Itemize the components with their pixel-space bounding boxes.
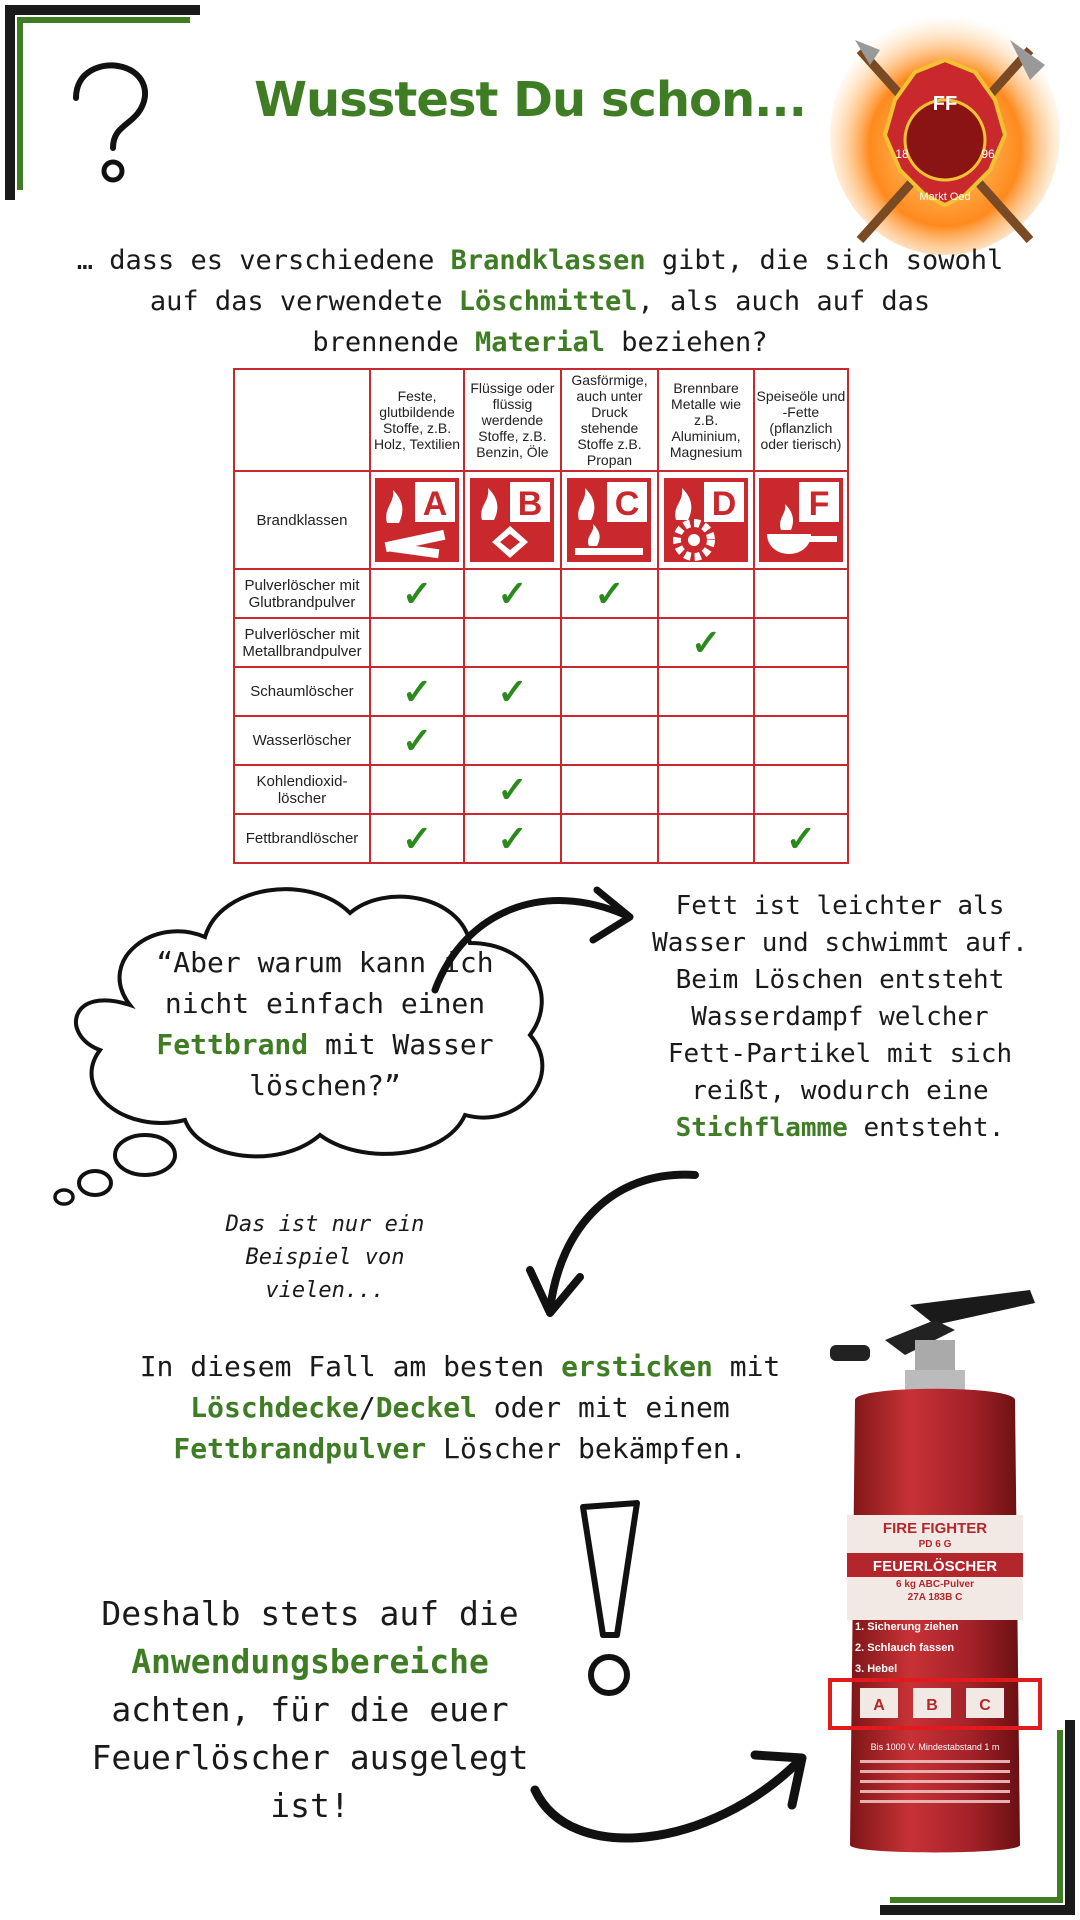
table-row (234, 814, 848, 863)
column-header-b: Flüssige oder flüssig werdende Stoffe, z.B. Benzin, Öle (464, 369, 561, 471)
class-a-icon (375, 478, 459, 562)
check-cell (658, 814, 754, 863)
check-cell (464, 618, 561, 667)
check-cell (370, 667, 464, 716)
row-label: Pulverlöscher mit Glutbrandpulver (234, 569, 370, 618)
extinguisher-name: FEUERLÖSCHER (872, 1558, 998, 1575)
class-icon-cell (561, 471, 659, 569)
check-mark-icon: ✓ (401, 719, 433, 761)
intro-paragraph: … dass es verschiedene Brandklassen gibt, die sich sowohl auf das verwendete Löschmittel, als auch auf das brennende Material beziehen? (76, 245, 1004, 358)
check-cell (561, 569, 659, 618)
class-icon-cell (754, 471, 848, 569)
row-label-brandklassen: Brandklassen (234, 471, 370, 569)
logo-right-year: 96 (981, 147, 995, 161)
extinguisher-brand: FIRE FIGHTER (882, 1520, 988, 1537)
extinguisher-agent: 6 kg ABC-Pulver (896, 1579, 974, 1590)
row-label: Wasserlöscher (234, 716, 370, 765)
extinguisher-step-2: 2. Schlauch fassen (855, 1642, 955, 1654)
page-title: Wusstest Du schon... (254, 72, 806, 128)
check-cell (658, 716, 754, 765)
column-header-d: Brennbare Metalle wie z.B. Aluminium, Magnesium (658, 369, 754, 471)
question-mark-icon (58, 58, 168, 188)
table-row (234, 716, 848, 765)
extinguisher-rating: 27A 183B C (907, 1592, 963, 1603)
class-d-icon (664, 478, 748, 562)
check-cell (561, 667, 659, 716)
check-cell (754, 667, 848, 716)
check-cell (464, 569, 561, 618)
class-letter: B (518, 485, 543, 523)
column-header-f: Speiseöle und -Fette (pflanzlich oder tierisch) (754, 369, 848, 471)
class-b-icon (470, 478, 554, 562)
check-cell (370, 569, 464, 618)
fire-extinguisher-image (825, 1285, 1045, 1860)
exclamation-mark-icon (565, 1495, 655, 1705)
table-corner-cell (234, 369, 370, 471)
row-label: Kohlendioxid-löscher (234, 765, 370, 814)
table-row (234, 569, 848, 618)
fat-explanation-text: Fett ist leichter als Wasser und schwimmt auf. Beim Löschen entsteht Wasserdampf welcher Fett-Partikel mit sich reißt, wodurch eine Stichflamme entsteht. (652, 891, 1028, 1143)
check-cell (464, 765, 561, 814)
check-cell (561, 765, 659, 814)
check-cell (754, 716, 848, 765)
extinguisher-step-1: 1. Sicherung ziehen (855, 1621, 959, 1633)
check-cell (658, 667, 754, 716)
check-cell (561, 814, 659, 863)
extinguisher-class-b: B (926, 1697, 938, 1714)
table-row (234, 765, 848, 814)
check-cell (754, 814, 848, 863)
check-mark-icon: ✓ (690, 621, 722, 663)
class-icon-cell (658, 471, 754, 569)
check-cell (561, 618, 659, 667)
curved-arrow-icon (425, 870, 645, 1000)
curved-arrow-icon (525, 1165, 705, 1325)
cloud-question-text: “Aber warum kann ich nicht einfach einen Fettbrand mit Wasser löschen?” (156, 946, 494, 1102)
smother-advice-text: In diesem Fall am besten ersticken mit Löschdecke/Deckel oder mit einem Fettbrandpulver Löscher bekämpfen. (139, 1350, 781, 1465)
check-mark-icon: ✓ (594, 572, 625, 614)
check-cell (754, 569, 848, 618)
check-cell (464, 716, 561, 765)
class-c-icon (567, 478, 651, 562)
check-cell (754, 618, 848, 667)
class-letter: F (808, 485, 830, 523)
check-mark-icon: ✓ (497, 670, 528, 712)
example-note: Das ist nur ein Beispiel von vielen... (225, 1212, 425, 1303)
extinguisher-class-c: C (979, 1697, 991, 1714)
table-row (234, 618, 848, 667)
check-mark-icon: ✓ (401, 817, 433, 859)
check-mark-icon: ✓ (401, 572, 433, 614)
fire-class-table (233, 368, 849, 864)
check-cell (754, 765, 848, 814)
column-header-c: Gasförmige, auch unter Druck stehende Stoffe z.B. Propan (561, 369, 659, 471)
check-cell (464, 814, 561, 863)
check-cell (658, 618, 754, 667)
closing-text: Deshalb stets auf die Anwendungsbereiche achten, für die euer Feuerlöscher ausgelegt ist! (91, 1594, 529, 1825)
class-letter: A (422, 485, 448, 523)
logo-left-year: 18 (895, 147, 909, 161)
check-cell (658, 765, 754, 814)
check-cell (370, 765, 464, 814)
check-cell (561, 716, 659, 765)
class-f-icon (759, 478, 843, 562)
table-row (234, 667, 848, 716)
row-label: Fettbrandlöscher (234, 814, 370, 863)
check-cell (464, 667, 561, 716)
class-letter: D (711, 485, 737, 523)
check-mark-icon: ✓ (497, 817, 528, 859)
firefighter-logo-icon (830, 10, 1060, 260)
extinguisher-class-a: A (873, 1697, 885, 1714)
check-mark-icon: ✓ (785, 817, 816, 859)
curved-arrow-icon (530, 1730, 820, 1880)
extinguisher-step-3: 3. Hebel (855, 1663, 898, 1675)
extinguisher-model: PD 6 G (918, 1539, 952, 1550)
check-cell (370, 618, 464, 667)
class-icon-cell (370, 471, 464, 569)
class-letter: C (615, 485, 640, 523)
check-mark-icon: ✓ (401, 670, 433, 712)
check-cell (658, 569, 754, 618)
class-icon-cell (464, 471, 561, 569)
check-mark-icon: ✓ (497, 768, 528, 810)
row-label: Schaumlöscher (234, 667, 370, 716)
check-cell (370, 814, 464, 863)
extinguisher-voltage: Bis 1000 V. Mindestabstand 1 m (870, 1742, 1000, 1752)
row-label: Pulverlöscher mit Metallbrandpulver (234, 618, 370, 667)
check-mark-icon: ✓ (497, 572, 528, 614)
logo-bottom-text: Markt Oed (919, 191, 971, 203)
column-header-a: Feste, glutbildende Stoffe, z.B. Holz, Textilien (370, 369, 464, 471)
check-cell (370, 716, 464, 765)
logo-top-text: FF (932, 93, 958, 115)
